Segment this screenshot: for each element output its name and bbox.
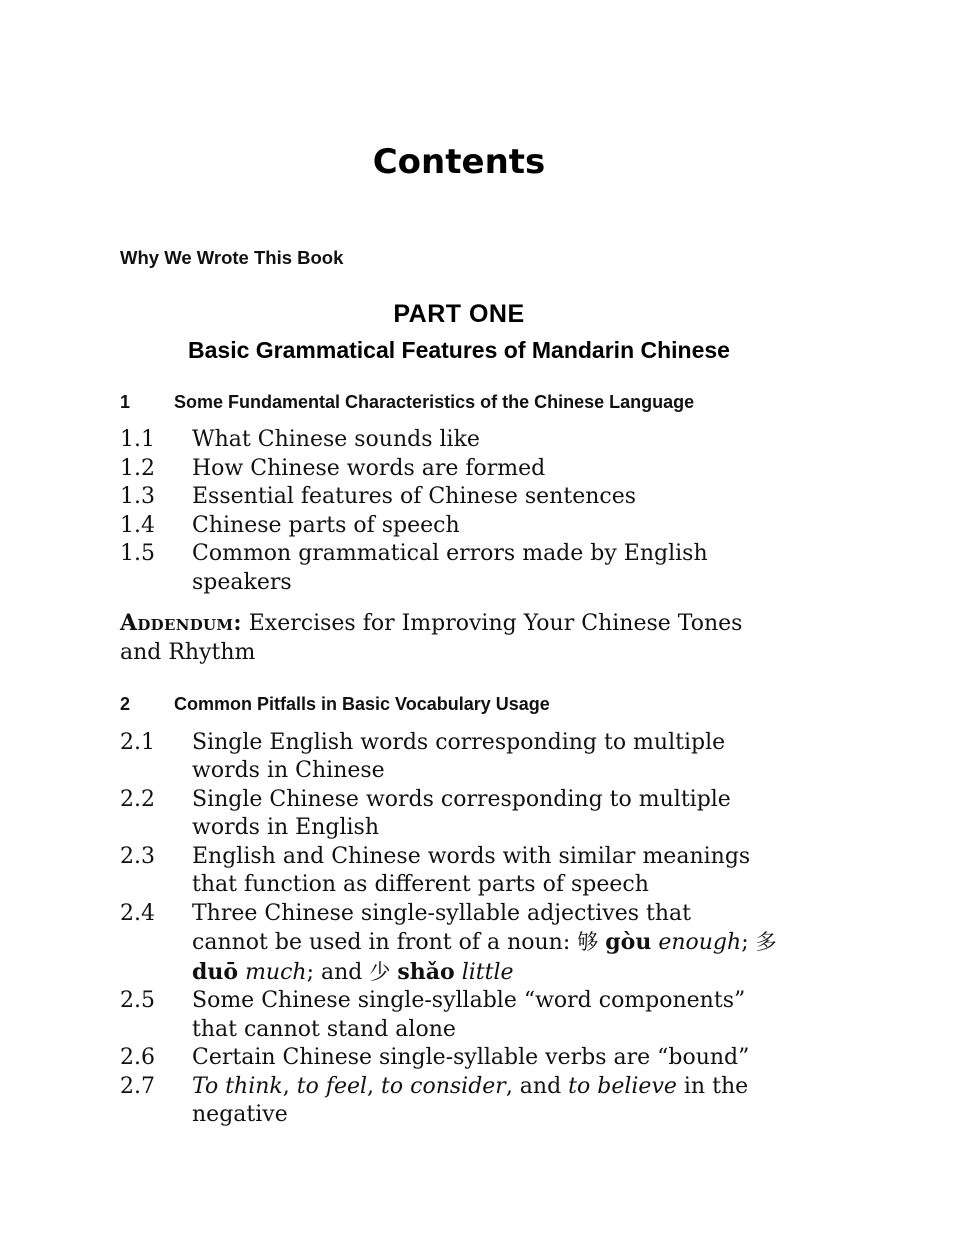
entry-text xyxy=(192,900,798,988)
text-segment: Essential features of Chinese sentences xyxy=(192,484,637,510)
text-segment: Single Chinese words corresponding to multiple xyxy=(192,786,731,812)
chapter-title: Common Pitfalls in Basic Vocabulary Usage xyxy=(174,694,550,715)
chapter-number: 2 xyxy=(120,694,131,715)
text-segment: words in English xyxy=(192,815,379,841)
toc-entry xyxy=(120,729,798,786)
cjk-character: 少 xyxy=(369,959,391,984)
entry-line xyxy=(192,786,798,815)
entry-line xyxy=(192,569,798,598)
chapter xyxy=(120,391,798,668)
chapter-number: 1 xyxy=(120,391,131,412)
text-segment: that cannot stand alone xyxy=(192,1016,456,1042)
frontmatter-entry: Why We Wrote This Book xyxy=(120,246,344,268)
entry-line xyxy=(192,843,798,872)
page-title: Contents xyxy=(372,142,546,182)
entry-number: 1.1 xyxy=(120,427,155,453)
entry-number: 1.5 xyxy=(120,541,155,567)
text-segment: much xyxy=(245,959,307,985)
text-segment: Certain Chinese single-syllable verbs are “bound” xyxy=(192,1045,750,1071)
entry-number: 2.1 xyxy=(120,729,155,755)
text-segment xyxy=(455,960,462,985)
entry-line xyxy=(120,609,798,639)
text-segment: shǎo xyxy=(397,958,455,985)
text-segment: words in Chinese xyxy=(192,758,385,784)
text-segment: and Rhythm xyxy=(120,639,256,665)
cjk-character: 多 xyxy=(755,930,777,955)
text-segment: English and Chinese words with similar meanings xyxy=(192,843,751,869)
entry-line xyxy=(192,1073,798,1102)
text-segment: to consider xyxy=(381,1073,506,1099)
toc-entry xyxy=(120,426,798,455)
entry-number: 2.2 xyxy=(120,786,155,812)
entry-text xyxy=(192,512,798,541)
entry-number: 2.5 xyxy=(120,988,155,1014)
cjk-character: 够 xyxy=(577,930,599,955)
entry-text xyxy=(192,786,798,843)
toc-entry xyxy=(120,987,798,1044)
text-segment: speakers xyxy=(192,569,292,595)
toc-content xyxy=(120,0,798,1130)
entry-line xyxy=(192,958,798,988)
entry-line xyxy=(192,455,798,484)
text-segment: to believe xyxy=(568,1073,677,1099)
entry-text xyxy=(192,540,798,597)
entry-list xyxy=(120,426,798,597)
entry-line xyxy=(192,483,798,512)
entry-line xyxy=(192,900,798,929)
text-segment: , xyxy=(367,1073,382,1099)
entry-number: 2.4 xyxy=(120,900,155,926)
entry-text xyxy=(192,1044,798,1073)
text-segment: Common grammatical errors made by English xyxy=(192,541,708,567)
toc-entry xyxy=(120,455,798,484)
text-segment: Addendum: xyxy=(120,610,242,637)
entry-line xyxy=(192,814,798,843)
toc-entry xyxy=(120,540,798,597)
chapter-title: Some Fundamental Characteristics of the Chinese Language xyxy=(174,391,695,412)
text-segment: To think xyxy=(192,1073,283,1099)
entry-line xyxy=(192,426,798,455)
chapter-heading xyxy=(120,391,798,414)
text-segment: duō xyxy=(192,958,239,985)
entry-line xyxy=(192,1101,798,1130)
part-kicker: PART ONE xyxy=(393,299,525,328)
text-segment: enough xyxy=(658,930,742,956)
entry-number: 1.4 xyxy=(120,512,155,538)
entry-line xyxy=(192,540,798,569)
entry-line xyxy=(120,639,798,668)
addendum-note xyxy=(120,609,798,667)
text-segment: Three Chinese single-syllable adjectives that xyxy=(192,900,691,926)
text-segment: , xyxy=(282,1073,297,1099)
chapter xyxy=(120,693,798,1130)
entry-line xyxy=(192,512,798,541)
toc-entry xyxy=(120,1073,798,1130)
toc-entry xyxy=(120,786,798,843)
toc-entry xyxy=(120,900,798,988)
entry-line xyxy=(192,928,798,958)
text-segment xyxy=(238,960,245,985)
entry-text xyxy=(192,987,798,1044)
entry-text xyxy=(192,729,798,786)
chapter-list xyxy=(120,391,798,1130)
text-segment: Some Chinese single-syllable “word components” xyxy=(192,988,746,1014)
text-segment: gòu xyxy=(605,929,652,956)
toc-entry xyxy=(120,1044,798,1073)
text-segment: , and xyxy=(505,1073,569,1099)
text-segment: Chinese parts of speech xyxy=(192,512,460,538)
entry-line xyxy=(192,757,798,786)
text-segment: How Chinese words are formed xyxy=(192,455,546,481)
text-segment: What Chinese sounds like xyxy=(192,427,480,453)
text-segment: little xyxy=(461,959,514,985)
text-segment: that function as different parts of speech xyxy=(192,872,649,898)
entry-line xyxy=(192,987,798,1016)
entry-number: 2.6 xyxy=(120,1045,155,1071)
entry-number: 2.7 xyxy=(120,1073,155,1099)
entry-number: 2.3 xyxy=(120,843,155,869)
entry-line xyxy=(192,1044,798,1073)
text-segment: ; and xyxy=(306,959,370,985)
text-segment: Single English words corresponding to multiple xyxy=(192,729,726,755)
toc-entry xyxy=(120,843,798,900)
entry-text xyxy=(192,1073,798,1130)
part-title: Basic Grammatical Features of Mandarin Chinese xyxy=(188,336,730,363)
entry-line xyxy=(192,729,798,758)
entry-line xyxy=(192,1016,798,1045)
text-segment: negative xyxy=(192,1102,288,1128)
entry-text xyxy=(192,426,798,455)
chapter-heading xyxy=(120,693,798,716)
text-segment: to feel xyxy=(296,1073,368,1099)
entry-text xyxy=(192,483,798,512)
entry-text xyxy=(192,843,798,900)
toc-entry xyxy=(120,512,798,541)
entry-list xyxy=(120,729,798,1130)
toc-entry xyxy=(120,483,798,512)
entry-number: 1.2 xyxy=(120,455,155,481)
entry-number: 1.3 xyxy=(120,484,155,510)
text-segment: cannot be used in front of a noun: xyxy=(192,930,578,956)
entry-text xyxy=(192,455,798,484)
text-segment: ; xyxy=(741,930,756,956)
text-segment: Exercises for Improving Your Chinese Tones xyxy=(241,611,743,637)
text-segment: in the xyxy=(676,1073,749,1099)
entry-line xyxy=(192,871,798,900)
